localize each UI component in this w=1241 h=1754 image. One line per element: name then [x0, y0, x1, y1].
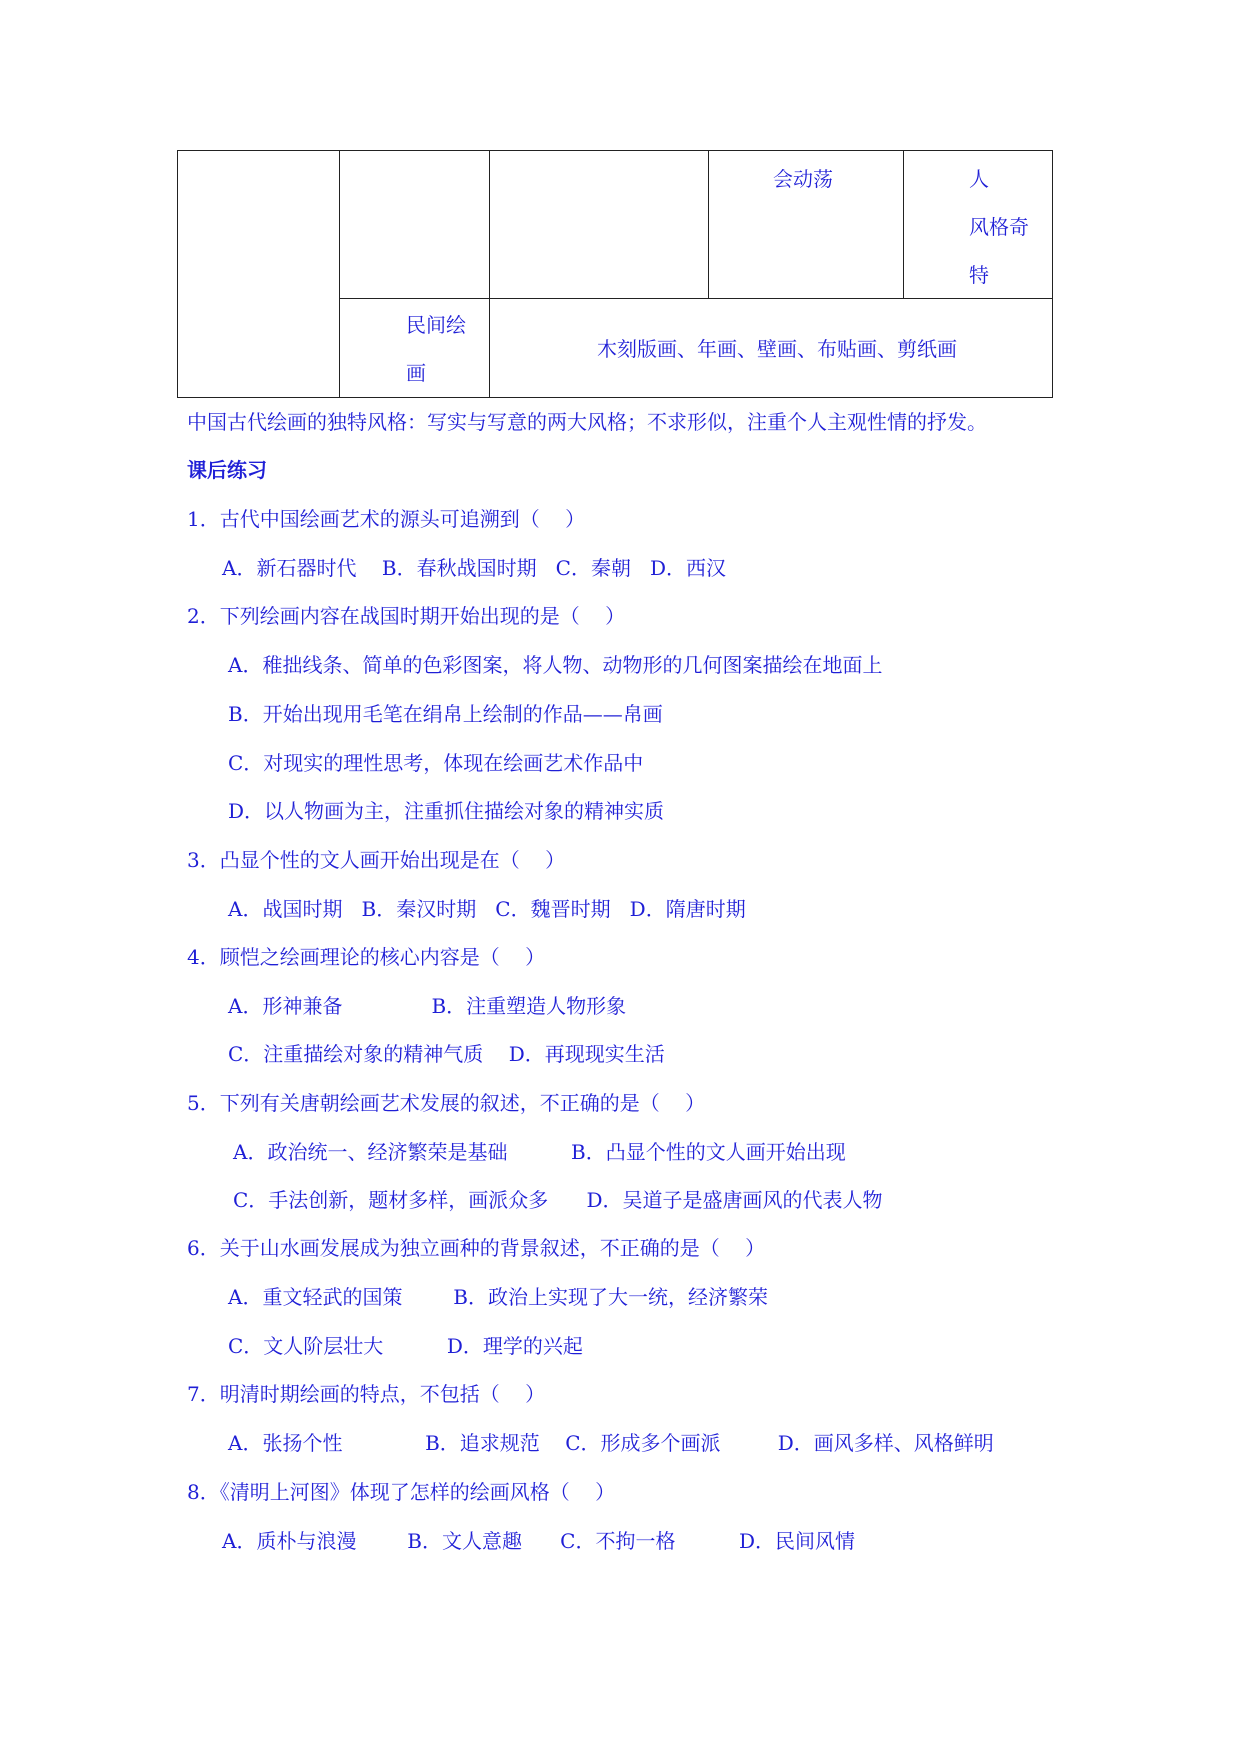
- exercise-heading: 课后练习: [187, 458, 267, 482]
- table-cell-folk-label-1: 民间绘: [406, 313, 466, 337]
- question-4-options-cd: C．注重描绘对象的精神气质 D．再现现实生活: [228, 1042, 665, 1066]
- table-cell-folk-label-2: 画: [406, 361, 426, 385]
- question-5-options-ab: A．政治统一、经济繁荣是基础 B．凸显个性的文人画开始出现: [233, 1140, 846, 1164]
- table-cell-style-line-2: 风格奇: [969, 215, 1029, 239]
- question-2-option-c: C．对现实的理性思考，体现在绘画艺术作品中: [228, 751, 644, 775]
- question-7-stem: 7．明清时期绘画的特点，不包括（ ）: [187, 1382, 546, 1406]
- table-col-divider: [489, 151, 490, 397]
- question-4-options-ab: A．形神兼备 B．注重塑造人物形象: [228, 994, 627, 1018]
- table-cell-style-line-1: 人: [969, 167, 989, 191]
- table-cell-style-line-3: 特: [969, 263, 989, 287]
- table-row-divider: [339, 298, 1052, 299]
- summary-text: 中国古代绘画的独特风格：写实与写意的两大风格；不求形似，注重个人主观性情的抒发。: [187, 410, 987, 434]
- question-8-stem: 8．《清明上河图》体现了怎样的绘画风格（ ）: [187, 1480, 616, 1504]
- question-1-options: A．新石器时代 B．春秋战国时期 C．秦朝 D．西汉: [222, 556, 727, 580]
- question-5-options-cd: C．手法创新，题材多样，画派众多 D．吴道子是盛唐画风的代表人物: [233, 1188, 883, 1212]
- question-2-option-d: D．以人物画为主，注重抓住描绘对象的精神实质: [228, 799, 665, 823]
- table-cell-folk-types: 木刻版画、年画、壁画、布贴画、剪纸画: [597, 337, 957, 361]
- question-7-options: A．张扬个性 B．追求规范 C．形成多个画派 D．画风多样、风格鲜明: [228, 1431, 994, 1455]
- question-2-option-b: B．开始出现用毛笔在绢帛上绘制的作品——帛画: [228, 702, 663, 726]
- table-col-divider: [339, 151, 340, 397]
- question-6-options-cd: C．文人阶层壮大 D．理学的兴起: [228, 1334, 583, 1358]
- table-cell-unrest: 会动荡: [773, 167, 833, 191]
- question-5-stem: 5．下列有关唐朝绘画艺术发展的叙述，不正确的是（ ）: [187, 1091, 706, 1115]
- table-col-divider: [903, 151, 904, 298]
- question-2-option-a: A．稚拙线条、简单的色彩图案，将人物、动物形的几何图案描绘在地面上: [228, 653, 883, 677]
- question-6-stem: 6．关于山水画发展成为独立画种的背景叙述，不正确的是（ ）: [187, 1236, 766, 1260]
- question-3-stem: 3．凸显个性的文人画开始出现是在（ ）: [187, 848, 566, 872]
- table-col-divider: [708, 151, 709, 298]
- question-3-options: A．战国时期 B．秦汉时期 C．魏晋时期 D．隋唐时期: [228, 897, 746, 921]
- question-4-stem: 4．顾恺之绘画理论的核心内容是（ ）: [187, 945, 546, 969]
- question-2-stem: 2．下列绘画内容在战国时期开始出现的是（ ）: [187, 604, 626, 628]
- question-6-options-ab: A．重文轻武的国策 B．政治上实现了大一统，经济繁荣: [228, 1285, 768, 1309]
- question-1-stem: 1．古代中国绘画艺术的源头可追溯到（ ）: [187, 507, 586, 531]
- question-8-options: A．质朴与浪漫 B．文人意趣 C．不拘一格 D．民间风情: [222, 1529, 856, 1553]
- painting-table: [177, 150, 1053, 398]
